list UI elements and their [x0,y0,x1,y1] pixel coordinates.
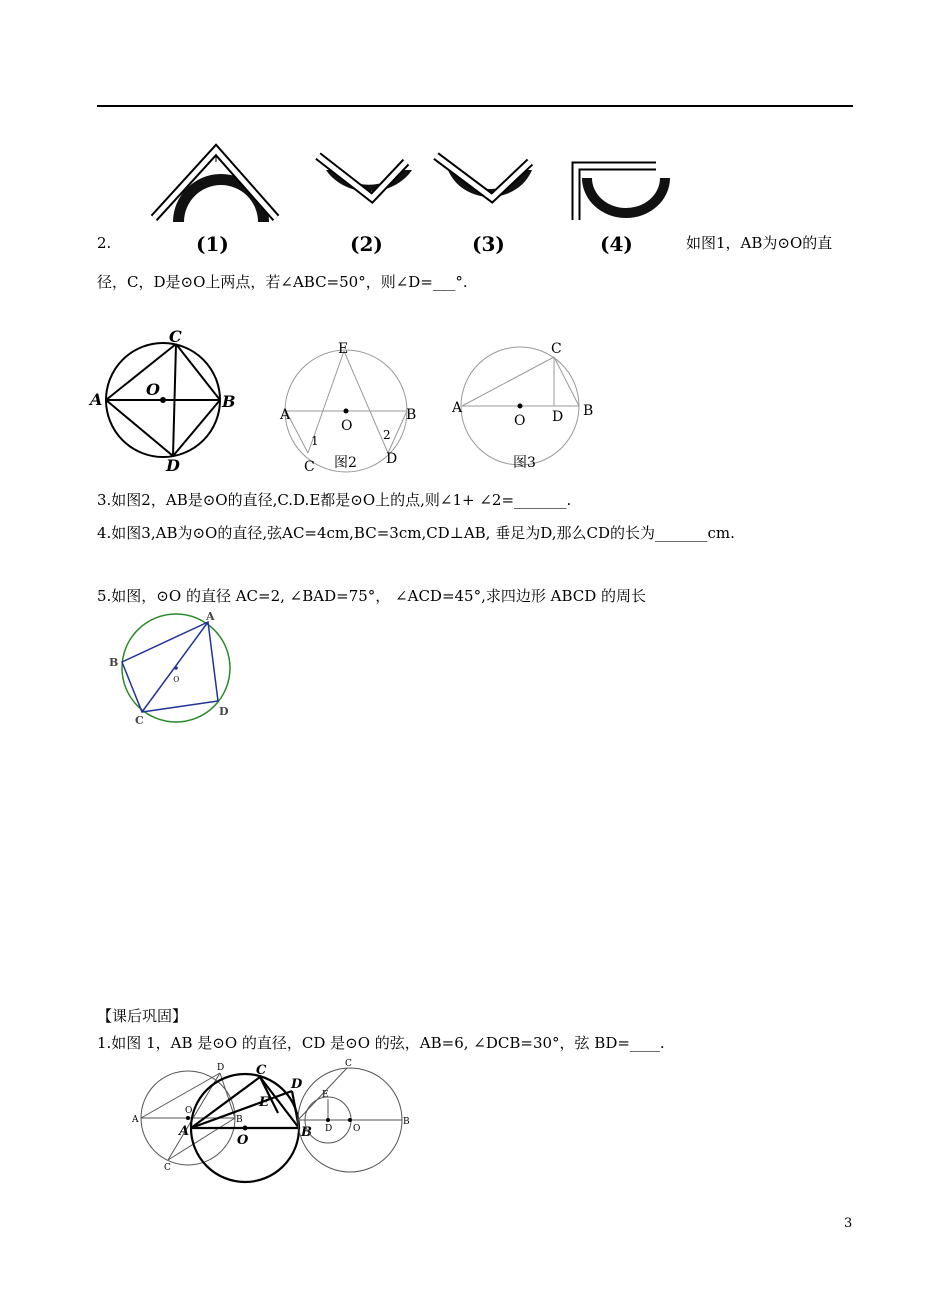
fig1-label-a: A [90,390,103,409]
section-title: 【课后巩固】 [97,1007,188,1025]
fig3-label-c: C [551,341,562,357]
fig2-angle-1: 1 [311,434,319,448]
bm-label-b: B [301,1125,312,1140]
fig5-label-d: D [219,705,229,718]
fig2-label-d: D [386,451,398,467]
fig2-angle-2: 2 [383,428,391,442]
ruler-figure-2 [318,156,412,198]
question-2-text-line2: 径，C，D是⊙O上两点，若∠ABC=50°，则∠D=___°. [97,273,468,291]
ruler-label-4: (4) [600,232,633,256]
fig5-label-b: B [109,656,119,669]
ruler-label-2: (2) [350,232,383,256]
bl-label-d: D [217,1063,225,1073]
question-2-number: 2. [97,234,112,252]
fig5-label-a: A [206,610,215,623]
fig5-label-o: o [173,672,180,685]
homework-question-1: 1.如图 1，AB 是⊙O 的直径，CD 是⊙O 的弦，AB=6, ∠DCB=30°，弦 BD=____. [97,1034,665,1052]
ruler-figure-1 [154,150,276,222]
figure-2 [278,335,428,475]
bottom-figure-right [295,1055,420,1165]
bm-label-o: O [237,1133,249,1148]
figure-5 [100,610,240,730]
bm-label-d: D [291,1077,303,1092]
ruler-figure-3 [436,156,532,198]
fig3-caption: 图3 [513,455,536,471]
page-number: 3 [844,1216,853,1231]
fig5-label-c: C [135,714,144,727]
br-label-e: E [322,1090,329,1100]
bl-label-b: B [236,1115,243,1125]
question-4: 4.如图3,AB为⊙O的直径,弦AC=4cm,BC=3cm,CD⊥AB, 垂足为D,那么CD的长为_______cm. [97,524,735,542]
ruler-label-3: (3) [472,232,505,256]
bl-label-c: C [164,1163,171,1173]
fig3-label-o: O [514,413,526,429]
ruler-label-1: (1) [196,232,229,256]
fig3-label-d: D [552,409,564,425]
figure-3 [448,335,608,475]
fig2-label-a: A [280,407,291,423]
br-label-c: C [345,1059,352,1069]
fig2-label-b: B [406,407,417,423]
header-rule [97,105,853,107]
br-label-o: O [353,1124,361,1134]
fig3-label-b: B [583,403,594,419]
br-label-b: B [403,1117,410,1127]
fig2-label-o: O [341,418,353,434]
bl-label-a: A [132,1115,139,1125]
fig3-label-a: A [452,400,463,416]
fig1-label-o: O [146,380,160,399]
fig2-caption: 图2 [334,455,357,471]
fig2-label-e: E [338,341,349,357]
question-3: 3.如图2，AB是⊙O的直径,C.D.E都是⊙O上的点,则∠1+ ∠2=_______. [97,491,572,509]
question-5: 5.如图，⊙O 的直径 AC=2, ∠BAD=75°， ∠ACD=45°,求四边形 ABCD 的周长 [97,587,647,605]
bottom-figure-left [131,1063,243,1173]
fig1-label-b: B [222,392,236,411]
br-label-d: D [325,1124,333,1134]
bm-label-e: E [259,1095,269,1110]
fig2-label-c: C [304,459,315,475]
bl-label-o: O [185,1106,193,1116]
figure-1 [90,325,250,475]
bm-label-c: C [256,1063,267,1078]
question-2-text-line1: 如图1，AB为⊙O的直 [686,234,833,252]
ruler-figure-4 [576,166,670,220]
bm-label-a: A [179,1124,190,1139]
fig1-label-d: D [166,456,180,475]
fig1-label-c: C [169,327,182,346]
